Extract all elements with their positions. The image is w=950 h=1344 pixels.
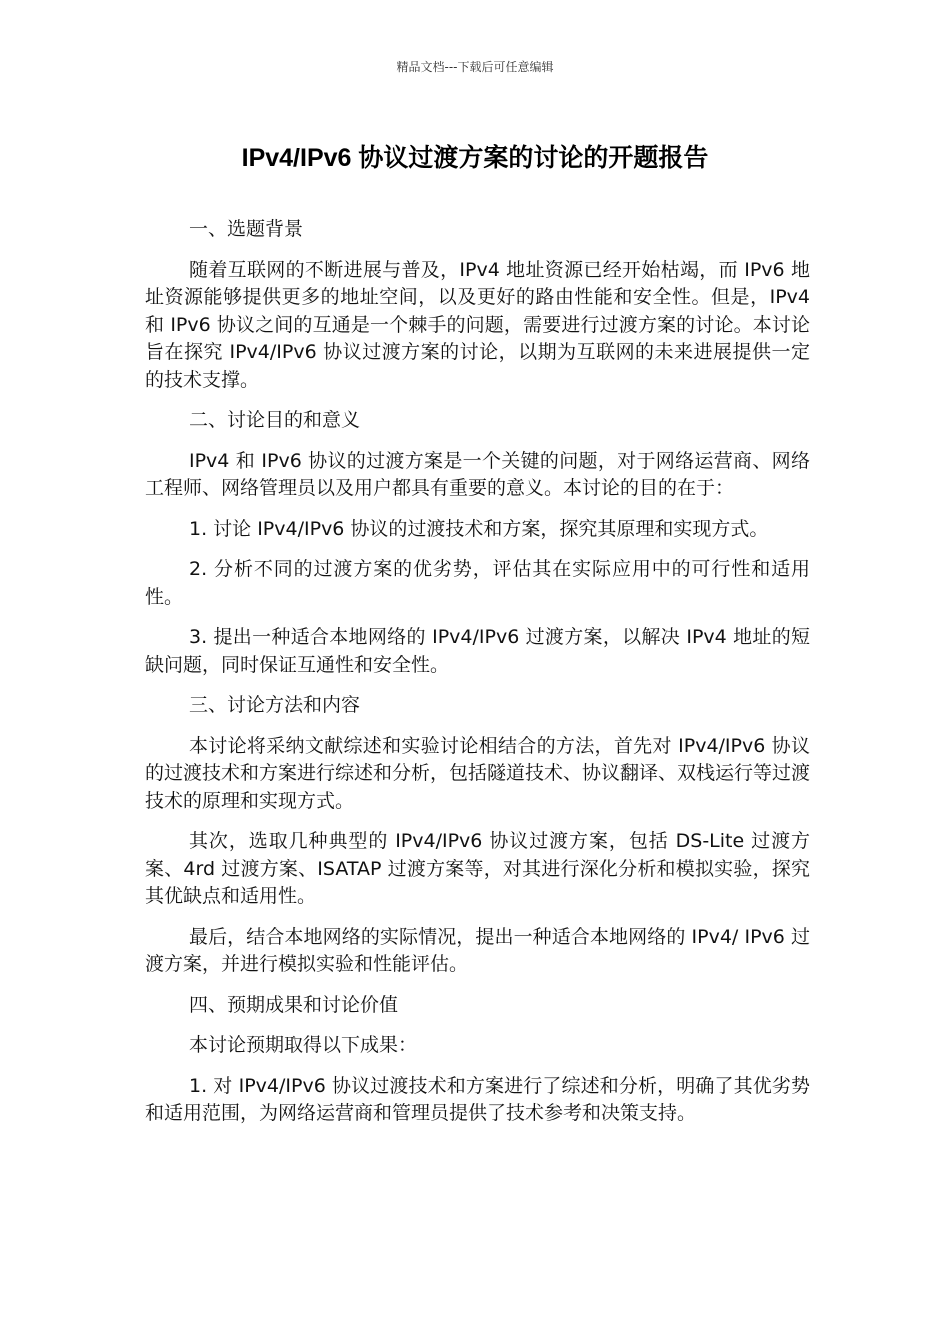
section-heading-3: 三、讨论方法和内容 [189, 694, 361, 716]
document-title: IPv4/IPv6 协议过渡方案的讨论的开题报告 [241, 144, 709, 172]
header-note: 精品文档---下载后可任意编辑 [396, 60, 554, 74]
section-heading-4: 四、预期成果和讨论价值 [189, 993, 399, 1016]
list-item-purpose-2: 2. 分析不同的过渡方案的优劣势，评估其在实际应用中的可行性和适用性。 [145, 558, 810, 608]
document-body [145, 216, 810, 1141]
paragraph-results-intro: 本讨论预期取得以下成果： [189, 1034, 418, 1056]
list-item-purpose-3: 3. 提出一种适合本地网络的 IPv4/IPv6 过渡方案，以解决 IPv4 地址的短缺问题，同时保证互通性和安全性。 [145, 626, 810, 676]
list-item-result-1: 1. 对 IPv4/IPv6 协议过渡技术和方案进行了综述和分析，明确了其优劣势和适用范围，为网络运营商和管理员提供了技术参考和决策支持。 [145, 1074, 810, 1124]
paragraph-purpose: IPv4 和 IPv6 协议的过渡方案是一个关键的问题，对于网络运营商、网络工程师、网络管理员以及用户都具有重要的意义。本讨论的目的在于： [145, 449, 810, 499]
paragraph-background: 随着互联网的不断进展与普及，IPv4 地址资源已经开始枯竭，而 IPv6 地址资源能够提供更多的地址空间，以及更好的路由性能和安全性。但是，IPv4 和 IPv6 协议之间的互通是一个棘手的问题，需要进行过渡方案的讨论。本讨论旨在探究 IPv4/IPv6 协议过渡方案的讨论，以期为互联网的未来进展提供一定的技术支撑。 [145, 258, 810, 391]
section-heading-1: 一、选题背景 [189, 218, 304, 240]
paragraph-method-3: 最后，结合本地网络的实际情况，提出一种适合本地网络的 IPv4/ IPv6 过渡方案，并进行模拟实验和性能评估。 [145, 925, 810, 975]
section-heading-2: 二、讨论目的和意义 [189, 409, 361, 431]
paragraph-method-1: 本讨论将采纳文献综述和实验讨论相结合的方法，首先对 IPv4/IPv6 协议的过渡技术和方案进行综述和分析，包括隧道技术、协议翻译、双栈运行等过渡技术的原理和实现方式。 [145, 734, 811, 812]
list-item-purpose-1: 1. 讨论 IPv4/IPv6 协议的过渡技术和方案，探究其原理和实现方式。 [189, 517, 769, 540]
paragraph-method-2: 其次，选取几种典型的 IPv4/IPv6 协议过渡方案，包括 DS-Lite 过渡方案、4rd 过渡方案、ISATAP 过渡方案等，对其进行深化分析和模拟实验，探究其优缺点和适用性。 [145, 830, 810, 907]
